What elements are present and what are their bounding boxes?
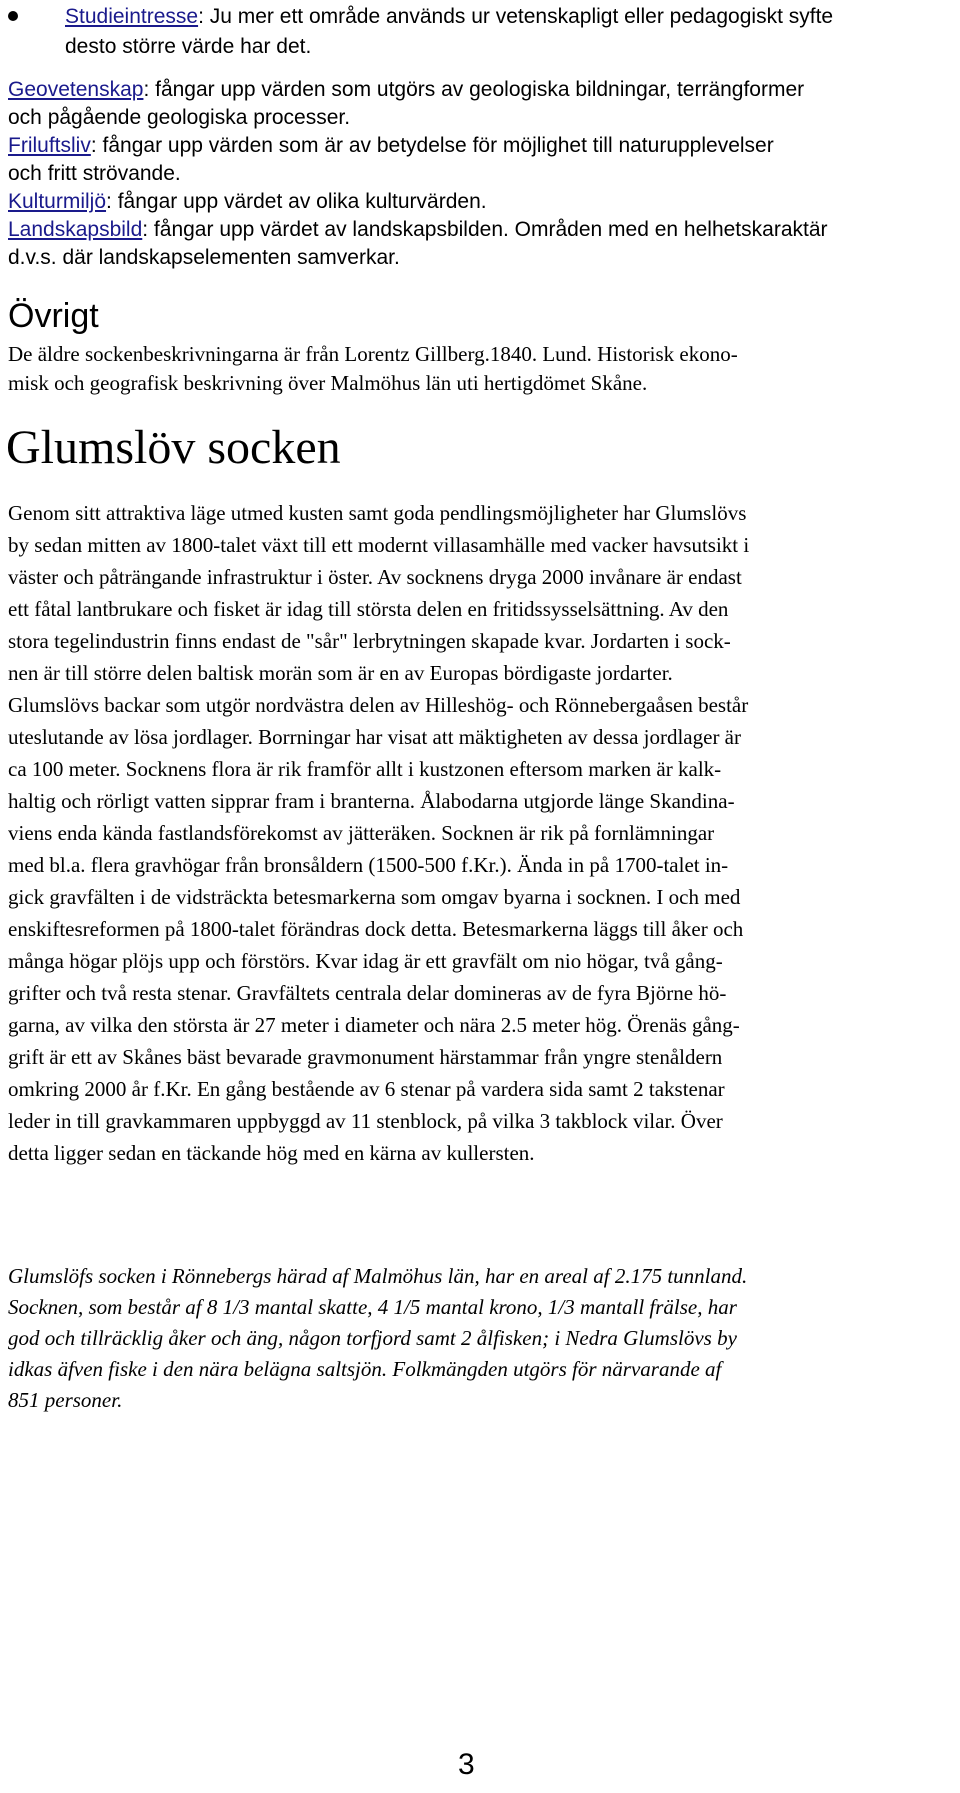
bullet-text-line1: : Ju mer ett område används ur vetenskapligt eller pedagogiskt syfte [198,5,834,28]
bullet-text [65,2,958,62]
value-text: och pågående geologiska processer. [8,106,351,129]
paragraph-line: 851 personer. [8,1388,123,1412]
bullet-text-line2: desto större värde har det. [65,35,312,58]
paragraph-line: Genom sitt attraktiva läge utmed kusten samt goda pendlingsmöjligheter har Glumslövs [8,501,747,525]
paragraph-line: by sedan mitten av 1800-talet växt till ett modernt villasamhälle med vacker havsutsikt i [8,533,750,557]
paragraph-line: ett fåtal lantbrukare och fisket är idag till största delen en fritidssysselsättning. Av den [8,597,729,621]
link-landskapsbild[interactable]: Landskapsbild [8,218,143,241]
value-text: och fritt strövande. [8,162,181,185]
value-friluftsliv [8,132,958,188]
glumslov-paragraph [8,497,958,1169]
paragraph-line: De äldre sockenbeskrivningarna är från Lorentz Gillberg.1840. Lund. Historisk ekono- [8,342,738,366]
paragraph-line: uteslutande av lösa jordlager. Borrningar har visat att mäktigheten av dessa jordlager är [8,725,742,749]
link-studieintresse[interactable]: Studieintresse [65,5,199,28]
paragraph-line: väster och påträngande infrastruktur i öster. Av socknens dryga 2000 invånare är endast [8,565,742,589]
paragraph-line: nen är till större delen baltisk morän som är en av Europas bördigaste jordarter. [8,661,673,685]
section-heading-ovrigt: Övrigt [8,297,99,335]
paragraph-line: stora tegelindustrin finns endast de "sår" lerbrytningen skapade kvar. Jordarten i sock- [8,629,731,653]
paragraph-line: detta ligger sedan en täckande hög med en kärna av kullersten. [8,1141,535,1165]
paragraph-line: många högar plöjs upp och förstörs. Kvar idag är ett gravfält om nio högar, två gång- [8,949,723,973]
paragraph-line: haltig och rörligt vatten sipprar fram i branterna. Ålabodarna utgjorde länge Skandina- [8,789,735,813]
link-geovetenskap[interactable]: Geovetenskap [8,78,144,101]
paragraph-line: grifter och två resta stenar. Gravfältets centrala delar domineras av de fyra Björne hö- [8,981,727,1005]
paragraph-line: idkas äfven fiske i den nära belägna saltsjön. Folkmängden utgörs för närvarande af [8,1357,722,1381]
ovrigt-paragraph [8,340,958,398]
paragraph-line: viens enda kända fastlandsförekomst av jätteräken. Socknen är rik på fornlämningar [8,821,715,845]
value-kulturmiljo [8,188,958,216]
paragraph-line: garna, av vilka den största är 27 meter i diameter och nära 2.5 meter hög. Örenäs gång- [8,1013,740,1037]
historic-quote-paragraph [8,1261,958,1416]
bullet-list-item [8,2,958,62]
paragraph-line: Glumslövs backar som utgör nordvästra delen av Hilleshög- och Rönnebergaåsen består [8,693,749,717]
link-friluftsliv[interactable]: Friluftsliv [8,134,91,157]
value-geovetenskap [8,76,958,132]
paragraph-line: Glumslöfs socken i Rönnebergs härad af Malmöhus län, har en areal af 2.175 tunnland. [8,1264,748,1288]
paragraph-line: omkring 2000 år f.Kr. En gång bestående av 6 stenar på vardera sida samt 2 takstenar [8,1077,725,1101]
value-text: : fångar upp värden som är av betydelse för möjlighet till naturupplevelser [90,134,774,157]
value-categories [8,76,958,272]
paragraph-line: med bl.a. flera gravhögar från bronsåldern (1500-500 f.Kr.). Ända in på 1700-talet in- [8,853,729,877]
value-landskapsbild [8,216,958,272]
paragraph-line: ca 100 meter. Socknens flora är rik framför allt i kustzonen eftersom marken är kalk- [8,757,722,781]
paragraph-line: misk och geografisk beskrivning över Malmöhus län uti hertigdömet Skåne. [8,371,648,395]
bullet-dot [8,11,18,21]
paragraph-line: god och tillräcklig åker och äng, någon torfjord samt 2 ålfisken; i Nedra Glumslövs by [8,1326,737,1350]
value-text: d.v.s. där landskapselementen samverkar. [8,246,400,269]
value-text: : fångar upp värdet av landskapsbilden. Områden med en helhetskaraktär [142,218,828,241]
paragraph-line: grift är ett av Skånes bäst bevarade gravmonument härstammar från yngre stenåldern [8,1045,723,1069]
paragraph-line: gick gravfälten i de vidsträckta betesmarkerna som omgav byarna i socknen. I och med [8,885,741,909]
paragraph-line: enskiftesreformen på 1800-talet förändras dock detta. Betesmarkerna läggs till åker och [8,917,744,941]
paragraph-line: Socknen, som består af 8 1/3 mantal skatte, 4 1/5 mantal krono, 1/3 mantall frälse, har [8,1295,737,1319]
link-kulturmiljo[interactable]: Kulturmiljö [8,190,107,213]
paragraph-line: leder in till gravkammaren uppbyggd av 11 stenblock, på vilka 3 takblock vilar. Över [8,1109,723,1133]
page-number: 3 [458,1748,475,1781]
section-heading-glumslov: Glumslöv socken [6,421,341,474]
value-text: : fångar upp värdet av olika kulturvärden. [106,190,487,213]
value-text: : fångar upp värden som utgörs av geologiska bildningar, terrängformer [143,78,805,101]
